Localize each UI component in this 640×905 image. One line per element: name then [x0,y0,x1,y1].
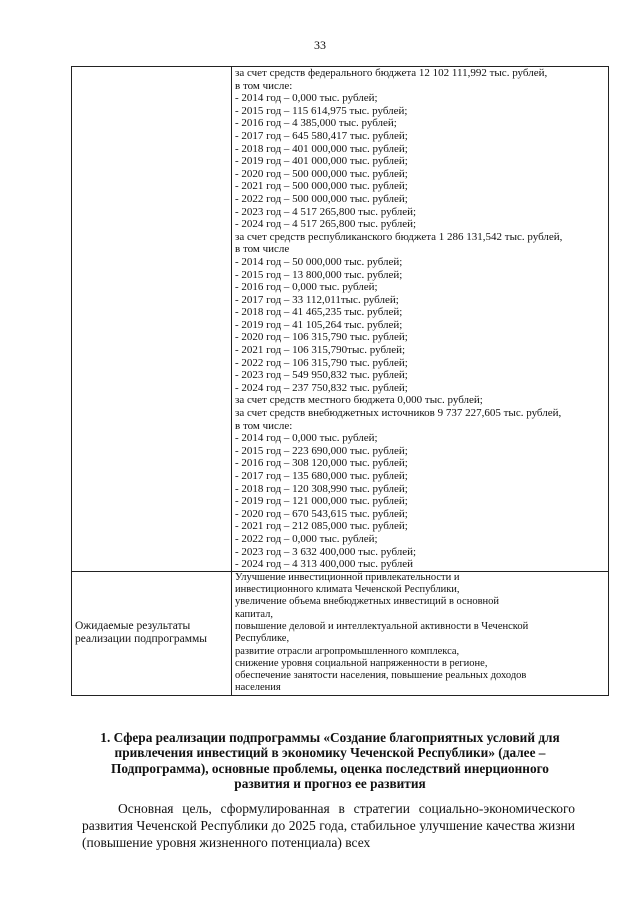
republic-header: за счет средств республиканского бюджета 1 286 131,542 тыс. рублей, [235,230,563,243]
results-row [72,571,609,695]
offbudget-year-line: - 2017 год – 135 680,000 тыс. рублей; [235,470,408,482]
federal-year-line: - 2017 год – 645 580,417 тыс. рублей; [235,129,408,142]
offbudget-year-line: - 2014 год – 0,000 тыс. рублей; [235,432,378,445]
page-number: 33 [314,38,326,52]
result-line: населения [235,682,281,694]
result-line: инвестиционного климата Чеченской Республики, [235,584,460,596]
republic-year-line: - 2023 год – 549 950,832 тыс. рублей; [235,369,408,382]
including-label: в том числе: [235,419,293,432]
funding-label-cell [72,67,232,572]
federal-year-line: - 2020 год – 500 000,000 тыс. рублей; [235,167,408,180]
offbudget-year-line: - 2024 год – 4 313 400,000 тыс. рублей [235,558,414,571]
republic-year-line: - 2021 год – 106 315,790тыс. рублей; [235,344,406,357]
republic-year-line: - 2022 год – 106 315,790 тыс. рублей; [235,356,408,369]
republic-years-list [235,256,605,395]
federal-year-line: - 2015 год – 115 614,975 тыс. рублей; [235,104,408,117]
offbudget-year-line: - 2018 год – 120 308,990 тыс. рублей; [235,482,408,495]
result-line: повышение деловой и интеллектуальной активности в Чеченской [235,620,529,632]
results-cell [232,571,609,695]
result-line: развитие отрасли агропромышленного комплекса, [235,645,460,657]
republic-year-line: - 2014 год – 50 000,000 тыс. рублей; [235,255,403,268]
body-text-block [82,800,575,851]
federal-year-line: - 2016 год – 4 385,000 тыс. рублей; [235,117,397,130]
offbudget-year-line: - 2019 год – 121 000,000 тыс. рублей; [235,495,408,508]
offbudget-year-line: - 2015 год – 223 690,000 тыс. рублей; [235,444,408,457]
federal-year-line: - 2024 год – 4 517 265,800 тыс. рублей; [235,218,417,231]
body-paragraph: Основная цель, сформулированная в стратегии социально-экономического развития Чеченской Республики до 2025 года, стабильное улучшение качества жизни (повышение уровня жизненного потенциала) всех [82,801,575,850]
republic-year-line: - 2018 год – 41 465,235 тыс. рублей; [235,306,403,319]
result-line: Улучшение инвестиционной привлекательности и [235,571,460,583]
funding-row [72,67,609,572]
offbudget-years-list [235,432,605,571]
offbudget-year-line: - 2016 год – 308 120,000 тыс. рублей; [235,457,408,470]
funding-cell [232,67,609,572]
republic-year-line: - 2019 год – 41 105,264 тыс. рублей; [235,318,403,331]
republic-year-line: - 2016 год – 0,000 тыс. рублей; [235,281,378,294]
federal-years-list [235,92,605,231]
federal-year-line: - 2019 год – 401 000,000 тыс. рублей; [235,155,408,168]
federal-year-line: - 2022 год – 500 000,000 тыс. рублей; [235,192,408,205]
result-line: снижение уровня социальной напряженности в регионе, [235,657,488,669]
offbudget-year-line: - 2023 год – 3 632 400,000 тыс. рублей; [235,545,417,558]
result-line: увеличение объема внебюджетных инвестиций в основной [235,596,500,608]
including-label: в том числе [235,243,290,256]
republic-year-line: - 2015 год – 13 800,000 тыс. рублей; [235,268,403,281]
federal-header: за счет средств федерального бюджета 12 102 111,992 тыс. рублей, [235,67,548,79]
offbudget-year-line: - 2021 год – 212 085,000 тыс. рублей; [235,520,408,533]
offbudget-year-line: - 2022 год – 0,000 тыс. рублей; [235,532,378,545]
offbudget-header: за счет средств внебюджетных источников 9 737 227,605 тыс. рублей, [235,407,562,420]
result-line: капитал, [235,608,274,620]
federal-year-line: - 2018 год – 401 000,000 тыс. рублей; [235,142,408,155]
results-label: Ожидаемые результаты реализации подпрограммы [72,571,232,695]
including-label: в том числе: [235,79,293,92]
republic-year-line: - 2017 год – 33 112,011тыс. рублей; [235,293,399,306]
result-line: Республике, [235,633,290,645]
republic-year-line: - 2020 год – 106 315,790 тыс. рублей; [235,331,408,344]
passport-table [71,66,609,696]
federal-year-line: - 2023 год – 4 517 265,800 тыс. рублей; [235,205,417,218]
offbudget-year-line: - 2020 год – 670 543,615 тыс. рублей; [235,507,408,520]
federal-year-line: - 2021 год – 500 000,000 тыс. рублей; [235,180,408,193]
federal-year-line: - 2014 год – 0,000 тыс. рублей; [235,92,378,105]
republic-year-line: - 2024 год – 237 750,832 тыс. рублей; [235,381,408,394]
local-budget-line: за счет средств местного бюджета 0,000 тыс. рублей; [235,394,483,407]
result-line: обеспечение занятости населения, повышение реальных доходов [235,670,527,682]
section-heading: 1. Сфера реализации подпрограммы «Создание благоприятных условий для привлечения инвестиций в экономику Чеченской Республики» (далее – Подпрограмма), основные проблемы, оценка последствий инерционного развития и прогноз ее развития [100,730,560,791]
